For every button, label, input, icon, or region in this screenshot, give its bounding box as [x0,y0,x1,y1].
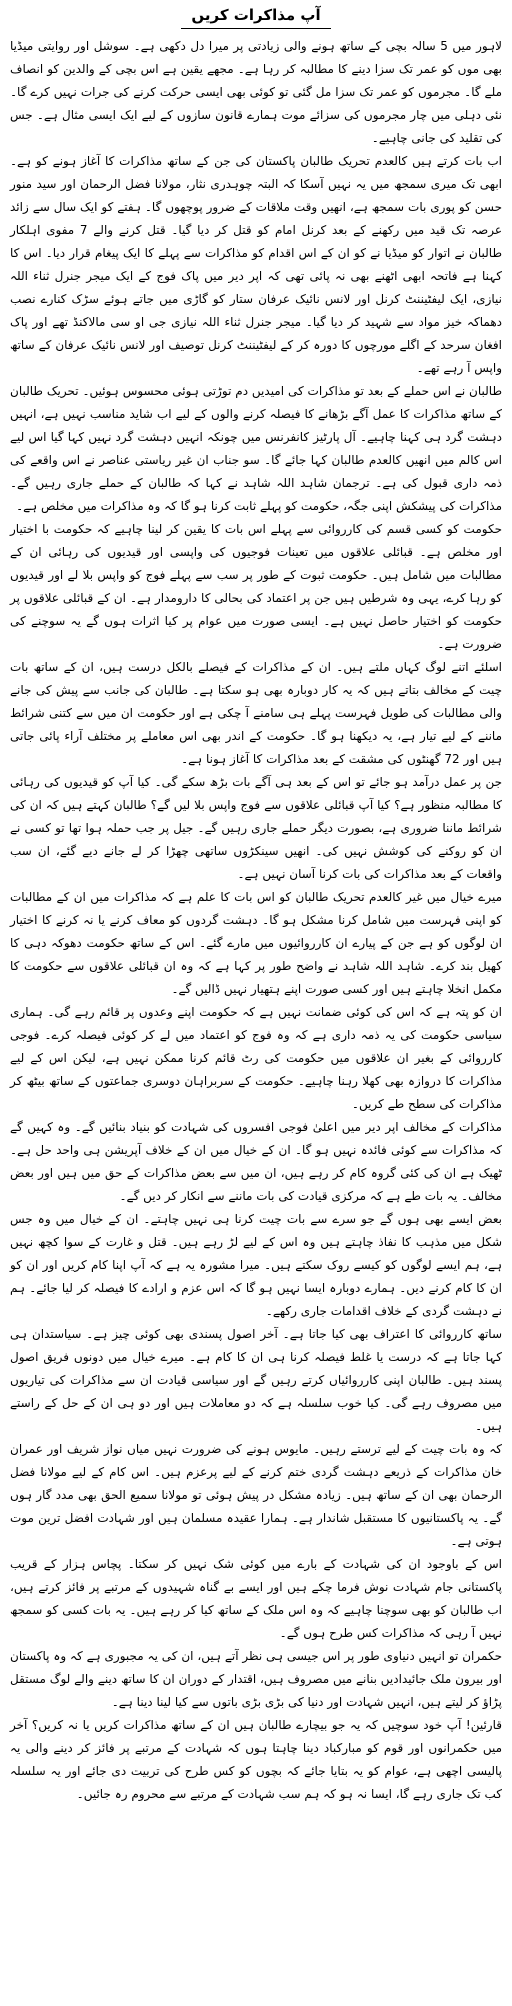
article-paragraph: مذاکرات کے مخالف اپر دیر میں اعلیٰ فوجی افسروں کی شہادت کو بنیاد بنائیں گے۔ وہ کہیں گے کہ مذاکرات سے کوئی فائدہ نہیں ہو گا۔ ان کے خیال میں ان کے خلاف آپریشن ہی واحد حل ہے۔ ٹھیک ہے ان کی کئی گروہ کام کر رہے ہیں، ان میں سے بعض مذاکرات کے حق میں ہیں اور بعض مخالف۔ یہ بات طے ہے کہ مرکزی قیادت کی بات ماننے سے انکار کر دیں گے۔ [10,1120,502,1203]
title-underline [181,28,331,29]
article-paragraph: ان کو پتہ ہے کہ اس کی کوئی ضمانت نہیں ہے کہ حکومت اپنے وعدوں پر قائم رہے گی۔ ہماری سیاسی حکومت کی یہ ذمہ داری ہے کہ وہ فوج کو اعتماد میں لے کر کوئی فیصلہ کرے۔ فوجی کارروائی کے بغیر ان علاقوں میں حکومت کی رٹ قائم کرنا ممکن نہیں ہے، لیکن اس کے لیے مذاکرات کا دروازہ بھی کھلا رہنا چاہیے۔ حکومت کے سربراہان دوسری جماعتوں کے ساتھ بیٹھ کر مذاکرات کی سطح طے کریں۔ [10,1005,502,1111]
article-paragraph: قارئین! آپ خود سوچیں کہ یہ جو بیچارے طالبان ہیں ان کے ساتھ مذاکرات کریں یا نہ کریں؟ آخر میں حکمرانوں اور قوم کو مبارکباد دینا چاہتا ہوں کہ شہادت کے مرتبے پر فائز کر دینے والی یہ پالیسی اچھی ہے، عوام کو یہ بتایا جائے کہ بچوں کو کس طرح کی تربیت دی جائے اور یہ سلسلہ کب تک جاری رہے گا، ایسا نہ ہو کہ ہم سب شہادت کے مرتبے سے محروم رہ جائیں۔ [10,1718,502,1801]
article-paragraph: ساتھ کارروائی کا اعتراف بھی کیا جاتا ہے۔ آخر اصول پسندی بھی کوئی چیز ہے۔ سیاستدان ہی کہا جاتا ہے کہ درست یا غلط فیصلہ کرنا ہی ان کا کام ہے۔ میرے خیال میں دونوں فریق اصول پسند ہیں۔ طالبان اپنی کارروائیاں کرتے رہیں گے اور سیاسی قیادت ان سے مذاکرات کی تیاریوں میں مصروف رہے گی۔ کیا خوب سلسلہ ہے کہ دو معاملات ہیں اور دو ہی ان کے حل کے راستے ہیں۔ [10,1327,502,1433]
article-body [10,35,502,1806]
article-paragraph: میرے خیال میں غیر کالعدم تحریک طالبان کو اس بات کا علم ہے کہ مذاکرات میں ان کے مطالبات کو اپنی فہرست میں شامل کرنا مشکل ہو گا۔ دہشت گردوں کو معاف کرنے یا نہ کرنے کا اختیار ان لوگوں کو ہے جن کے پیارے ان کارروائیوں میں مارے گئے۔ اس کے ساتھ حکومت دھوکہ دہی کا کھیل بند کرے۔ شاہد اللہ شاہد نے واضح طور پر کہا ہے کہ وہ ان قبائلی علاقوں سے حکومت کا مکمل انخلا چاہتے ہیں اور کسی صورت اپنے ہتھیار نہیں ڈالیں گے۔ [10,890,502,996]
article-title: آپ مذاکرات کریں [191,6,321,24]
article-paragraph: بعض ایسے بھی ہوں گے جو سرے سے بات چیت کرنا ہی نہیں چاہتے۔ ان کے خیال میں وہ جس شکل میں مذہب کا نفاذ چاہتے ہیں وہ اس کے لیے لڑ رہے ہیں۔ قتل و غارت کے سوا کچھ نہیں ہے، ہم ایسے لوگوں کو کیسے روک سکتے ہیں۔ میرا مشورہ یہ ہے کہ آپ اپنا کام کریں اور ان کو ان کا کام کرنے دیں۔ ہمارے دوبارہ ایسا نہیں ہو گا کہ اس عزم و ارادے کا فیصلہ کر لیا جائے۔ ہم نے دہشت گردی کے خلاف اقدامات جاری رکھے۔ [10,1212,502,1318]
article-paragraph: جن پر عمل درآمد ہو جائے تو اس کے بعد ہی آگے بات بڑھ سکے گی۔ کیا آپ کو قیدیوں کی رہائی کا مطالبہ منظور ہے؟ کیا آپ قبائلی علاقوں سے فوج واپس بلا لیں گے؟ طالبان کہتے ہیں کہ ان کی شرائط ماننا ضروری ہے، بصورت دیگر حملے جاری رہیں گے۔ جیل پر جب حملہ ہوا تھا تو کسی نے ان کو روکنے کی کوشش نہیں کی۔ انھیں سینکڑوں ساتھی چھڑا کر لے جانے دیے گئے، ان سب واقعات کے بعد مذاکرات کی بات کرنا آسان نہیں ہے۔ [10,775,502,881]
article-paragraph: حکمران تو انہیں دنیاوی طور پر اس جیسی ہی نظر آتے ہیں، ان کی یہ مجبوری ہے کہ وہ پاکستان اور بیرون ملک جائیدادیں بنانے میں مصروف ہیں، اقتدار کے دوران ان کا ساتھ دینے والے لوگ مستقل پڑاؤ کر لیتے ہیں، انہیں شہادت اور دنیا کی بڑی بڑی باتوں سے کیا لینا دینا ہے۔ [10,1649,502,1709]
article-paragraph: لاہور میں 5 سالہ بچی کے ساتھ ہونے والی زیادتی پر میرا دل دکھی ہے۔ سوشل اور روایتی میڈیا بھی موں کو عمر تک سزا دینے کا مطالبہ کر رہا ہے۔ مجھے یقین ہے اس بچی کے والدین کو انصاف ملے گا۔ مجرموں کو عمر تک سزا مل گئی تو کوئی بھی ایسی حرکت کرنے کی جرات نہیں کرے گا۔ نئی دہلی میں چار مجرموں کی سزائے موت ہمارے قانون سازوں کے لیے ایک ایسی مثال ہے۔ جس کی تقلید کی جانی چاہیے۔ [10,39,502,145]
article-paragraph: حکومت کو کسی قسم کی کارروائی سے پہلے اس بات کا یقین کر لینا چاہیے کہ حکومت با اختیار اور مخلص ہے۔ قبائلی علاقوں میں تعینات فوجیوں کی واپسی اور قیدیوں کی رہائی ان کے مطالبات میں شامل ہیں۔ حکومت ثبوت کے طور پر سب سے پہلے فوج کو واپس بلا لے اور قیدیوں کو رہا کرے، یہی وہ شرطیں ہیں جن پر اعتماد کی بحالی کا دارومدار ہے۔ ان کے قبائلی علاقوں پر حکومت کو اختیار حاصل نہیں ہے۔ ایسی صورت میں عوام پر کیا اثرات ہوں گے یہ سوچنے کی ضرورت ہے۔ [10,522,502,651]
article-paragraph: اسلئے اتنے لوگ کہاں ملتے ہیں۔ ان کے مذاکرات کے فیصلے بالکل درست ہیں، ان کے ساتھ بات چیت کے مخالف بتاتے ہیں کہ یہ کار دوبارہ بھی ہو سکتا ہے۔ طالبان کی جانب سے پیش کی جانے والی مطالبات کی طویل فہرست پہلے ہی سامنے آ چکی ہے اور حکومت ان میں سے کتنی شرائط ماننے کے لیے تیار ہے، یہ دیکھنا ہو گا۔ حکومت کے اندر بھی اس معاملے پر مختلف آراء پائی جاتی ہیں اور 72 گھنٹوں کی مشقت کے بعد مذاکرات کا آغاز ہونا ہے۔ [10,660,502,766]
article-paragraph: اب بات کرتے ہیں کالعدم تحریک طالبان پاکستان کی جن کے ساتھ مذاکرات کا آغاز ہونے کو ہے۔ ابھی تک میری سمجھ میں یہ نہیں آسکا کہ البتہ چوہدری نثار، مولانا فضل الرحمان اور سید منور حسن کو پوری بات سمجھ ہے، انھیں وقت ملاقات کے ضرور پوچھوں گا۔ ہفتے کو ایک سال سے زائد عرصہ تک قید میں رکھنے کے بعد کرنل امام کو قتل کر دیا گیا۔ قتل کرنے والے 7 مفوی اہلکار طالبان نے اتوار کو میڈیا نے کو ان کے اس اقدام کو مذاکرات سے پہلے کا ایک پیغام قرار دیا۔ اس کا کہنا ہے فاتحہ ابھی اٹھنے بھی نہ پائی تھی کہ اپر دیر میں پاک فوج کے ایک میجر جنرل ثناء اللہ نیازی، ایک لیفٹیننٹ کرنل اور لانس نائیک عرفان ستار کو گاڑی میں جاتے ہوئے سڑک کنارے نصب دھماکہ خیز مواد سے شہید کر دیا گیا۔ میجر جنرل ثناء اللہ نیازی جی او سی مالاکنڈ تھے اور پاک افغان سرحد کے اگلے مورچوں کا دورہ کر کے لیفٹیننٹ کرنل توصیف اور لانس نائیک عرفان کے ساتھ واپس آ رہے تھے۔ [10,154,502,375]
article-paragraph: کہ وہ بات چیت کے لیے ترستے رہیں۔ مایوس ہونے کی ضرورت نہیں میاں نواز شریف اور عمران خان مذاکرات کے ذریعے دہشت گردی ختم کرنے کے لیے پرعزم ہیں۔ اس کام کے لیے مولانا فضل الرحمان بھی ان کے ساتھ ہیں۔ زیادہ مشکل در پیش ہوئی تو مولانا سمیع الحق بھی مدد گار ہوں گے۔ یہ پاکستانیوں کا مستقبل شاندار ہے۔ ہمارا عقیدہ مسلمان ہیں اور شہادت افضل ترین موت ہوتی ہے۔ [10,1442,502,1548]
article-paragraph: اس کے باوجود ان کی شہادت کے بارے میں کوئی شک نہیں کر سکتا۔ پچاس ہزار کے قریب پاکستانی جام شہادت نوش فرما چکے ہیں اور ایسے بے گناہ شہیدوں کے مرتبے پر فائز کرتے ہیں، اب طالبان کو بھی سوچنا چاہیے کہ وہ اس ملک کے ساتھ کیا کر رہے ہیں۔ یہ بات کسی کو سمجھ نہیں آ رہی کہ مذاکرات کس طرح ہوں گے۔ [10,1557,502,1640]
article-paragraph: طالبان نے اس حملے کے بعد تو مذاکرات کی امیدیں دم توڑتی ہوئی محسوس ہوئیں۔ تحریک طالبان کے ساتھ مذاکرات کا عمل آگے بڑھانے کا فیصلہ کرنے والوں کے لیے اب شاید مناسب نہیں ہے، انہیں دہشت گرد ہی کہنا چاہیے۔ آل پارٹیز کانفرنس میں چونکہ انہیں دہشت گرد نہیں کہا گیا اس لیے اس کالم میں انھیں کالعدم طالبان کہا جائے گا۔ سو جناب ان غیر ریاستی عناصر نے اس واقعے کی ذمہ داری قبول کی ہے۔ ترجمان شاہد اللہ شاہد نے کہا کہ طالبان کے حملے جاری رہیں گے۔ مذاکرات کی پیشکش اپنی جگہ، حکومت کو پہلے ثابت کرنا ہو گا کہ وہ مذاکرات میں مخلص ہے۔ [10,384,502,513]
